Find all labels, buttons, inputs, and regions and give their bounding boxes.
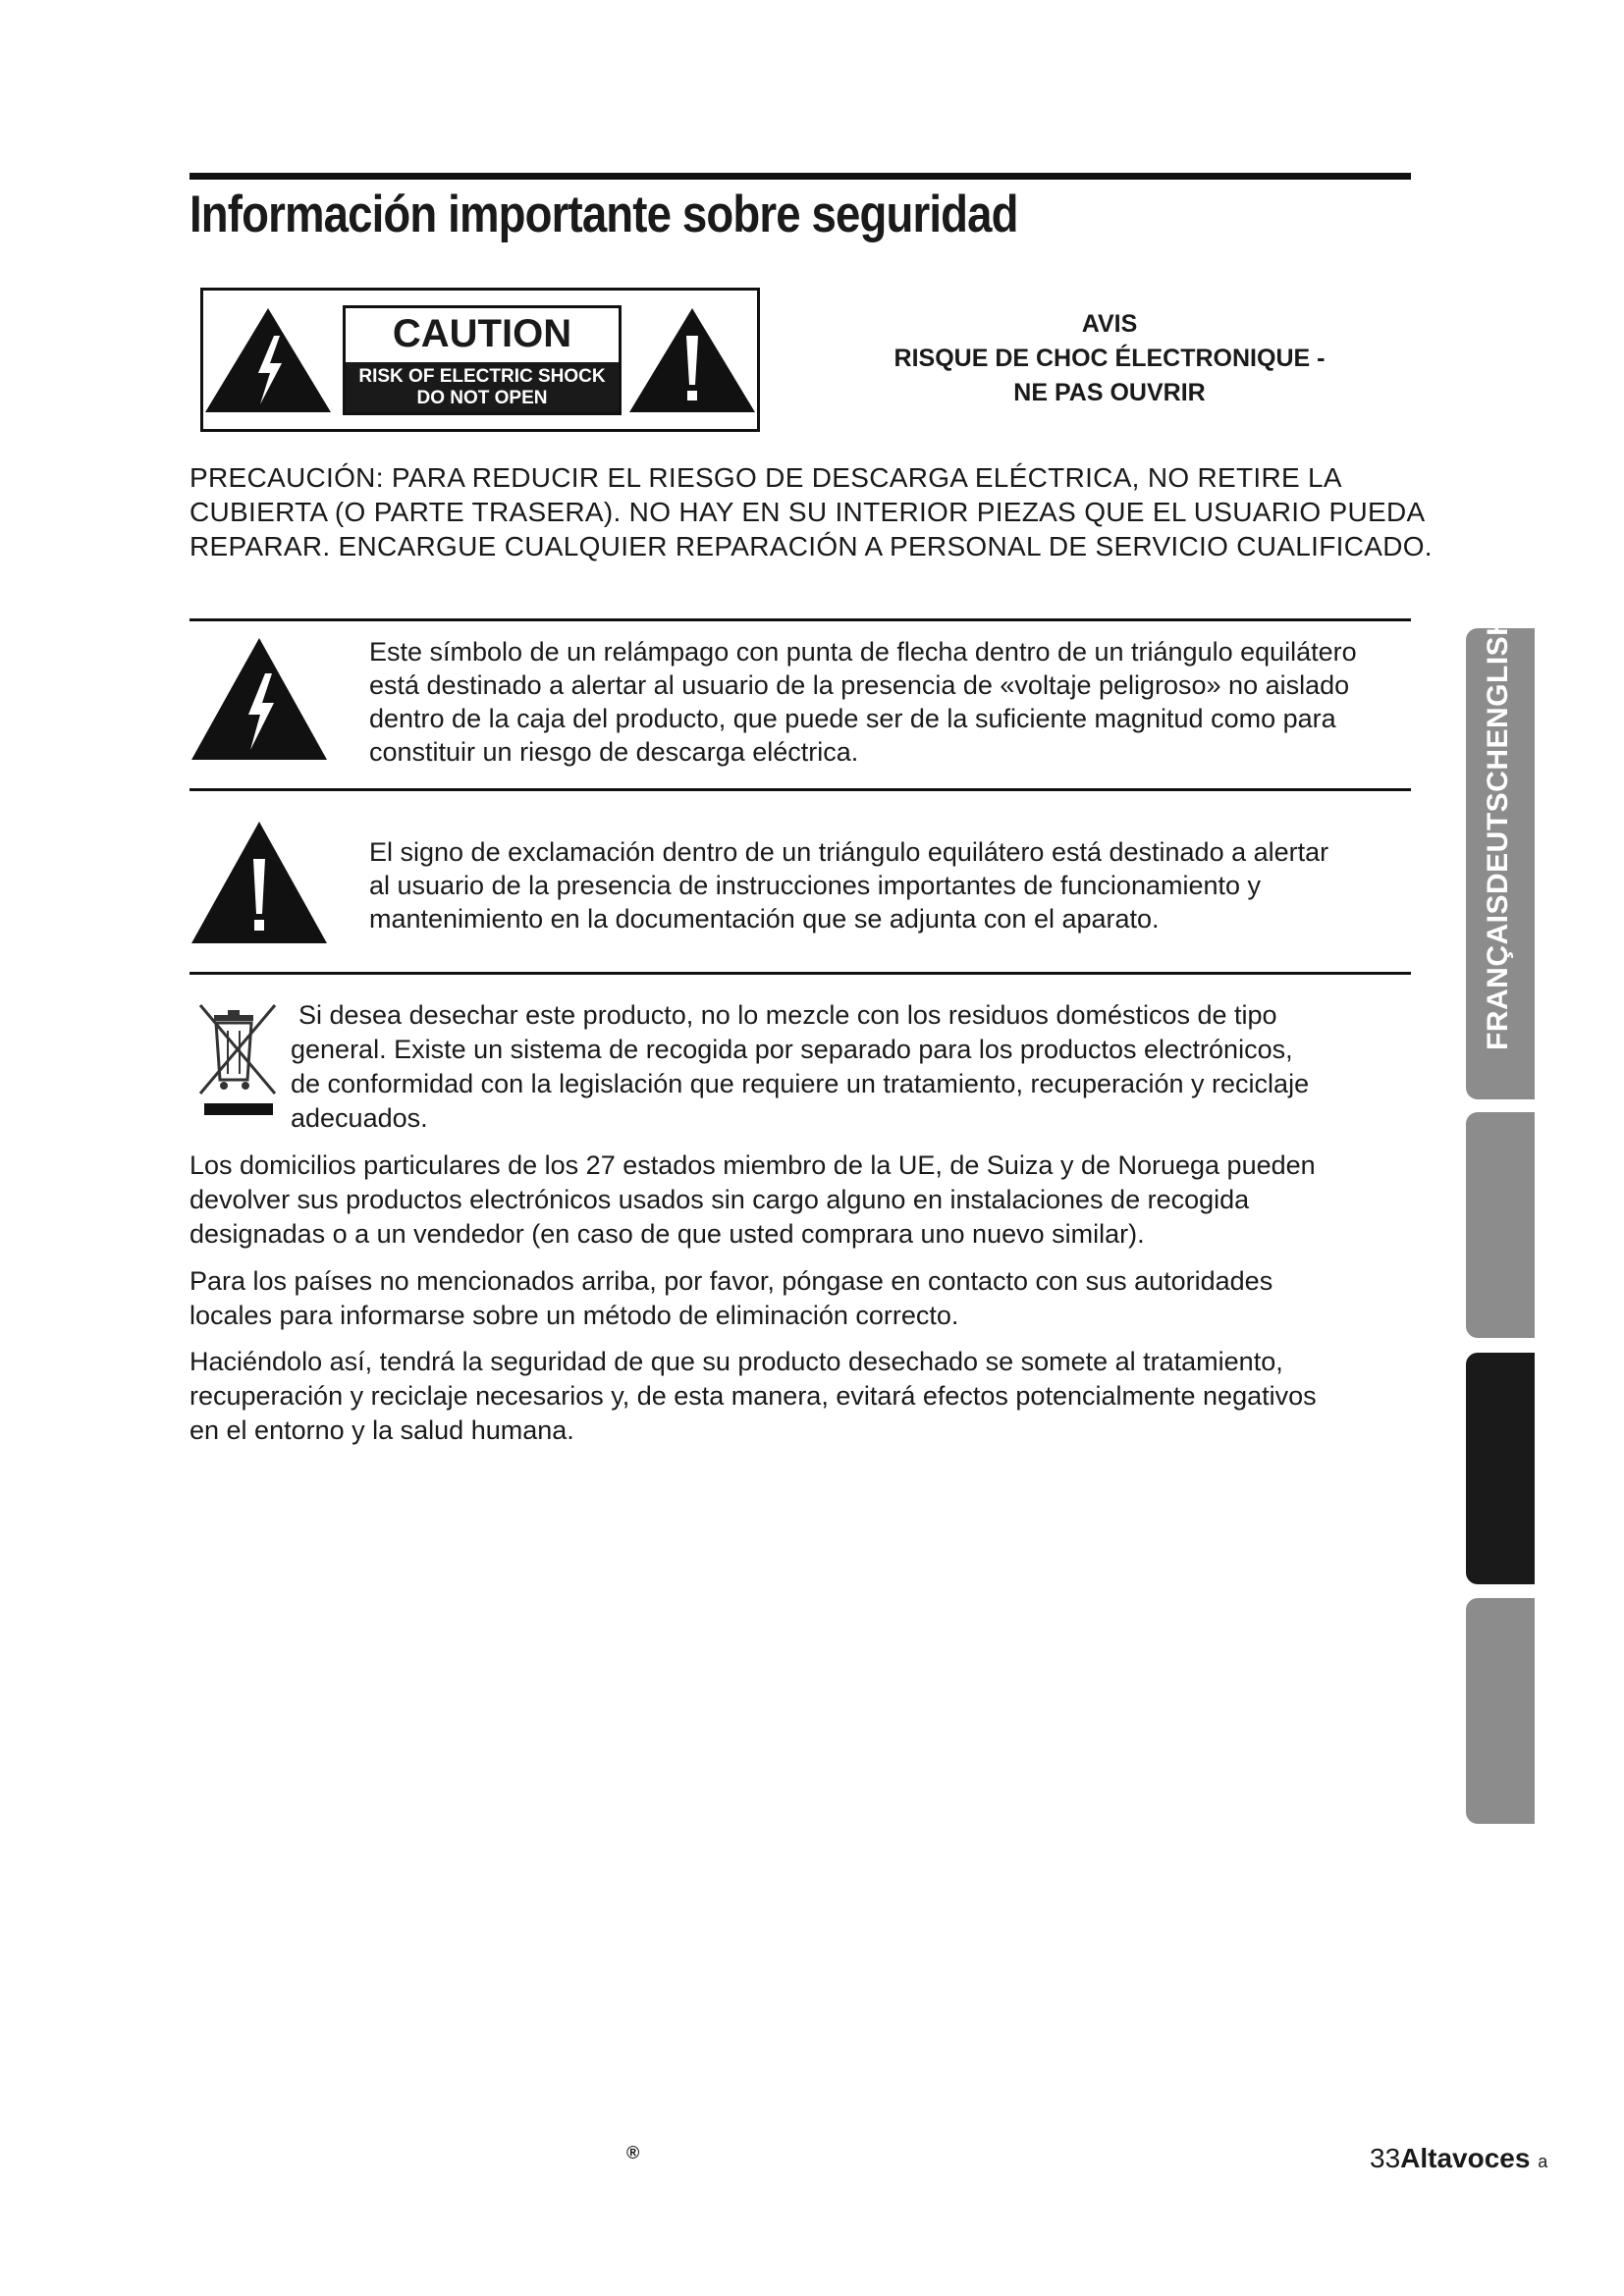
title-rule [189, 173, 1411, 180]
description-line: dentro de la caja del producto, que puede ser de la suficiente magnitud como para [369, 704, 1336, 733]
french-warning [844, 307, 1375, 410]
footer-product: Altavoces [1400, 2143, 1531, 2173]
caution-subtext-line: DO NOT OPEN [416, 388, 548, 408]
precaution-text [189, 460, 1433, 563]
precaution-line: REPARAR. ENCARGUE CUALQUIER REPARACIÓN A PERSONAL DE SERVICIO CUALIFICADO. [189, 531, 1433, 561]
disposal-line: Si desea desechar este producto, no lo mezcle con los residuos domésticos de tipo [298, 1000, 1277, 1030]
caution-word: CAUTION [392, 312, 572, 355]
paragraph-line: Para los países no mencionados arriba, por favor, póngase en contacto con sus autoridades [189, 1266, 1273, 1296]
paragraph-line: designadas o a un vendedor (en caso de que usted comprara uno nuevo similar). [189, 1219, 1145, 1249]
paragraph-benefits [189, 1345, 1417, 1448]
paragraph-line: locales para informarse sobre un método de eliminación correcto. [189, 1301, 959, 1330]
disposal-notice [291, 998, 1420, 1136]
section-divider [189, 788, 1411, 791]
section-divider [189, 618, 1411, 621]
page-title: Información importante sobre seguridad [189, 186, 1018, 243]
paragraph-line: devolver sus productos electrónicos usados sin cargo alguno en instalaciones de recogida [189, 1185, 1250, 1214]
description-line: Este símbolo de un relámpago con punta de flecha dentro de un triángulo equilátero [369, 637, 1357, 667]
page-footer [1370, 2143, 1547, 2174]
language-tab[interactable] [1466, 1112, 1535, 1338]
french-warning-line: RISQUE DE CHOC ÉLECTRONIQUE - [893, 345, 1326, 372]
lightning-triangle-icon [189, 636, 329, 762]
footer-trailing: a [1538, 2152, 1548, 2171]
language-tab-label: FRANÇAISDEUTSCHENGLISHESPAÑOL [1482, 470, 1514, 1050]
french-warning-line: AVIS [1081, 310, 1138, 338]
lightning-symbol-description [369, 635, 1410, 769]
language-tab[interactable] [1466, 1598, 1535, 1824]
caution-subtext [346, 362, 619, 412]
precaution-line: CUBIERTA (O PARTE TRASERA). NO HAY EN SU INTERIOR PIEZAS QUE EL USUARIO PUEDA [189, 497, 1426, 527]
disposal-line: de conformidad con la legislación que requiere un tratamiento, recuperación y reciclaje [291, 1069, 1310, 1098]
crossed-out-bin-icon [196, 1001, 281, 1119]
paragraph-line: en el entorno y la salud humana. [189, 1415, 574, 1445]
paragraph-other-countries [189, 1264, 1417, 1333]
exclamation-symbol-description [369, 835, 1410, 935]
paragraph-line: Los domicilios particulares de los 27 estados miembro de la UE, de Suiza y de Noruega pueden [189, 1150, 1316, 1180]
caution-sign [343, 305, 622, 415]
precaution-line: PRECAUCIÓN: PARA REDUCIR EL RIESGO DE DESCARGA ELÉCTRICA, NO RETIRE LA [189, 462, 1342, 493]
caution-label-box [200, 288, 760, 432]
french-warning-line: NE PAS OUVRIR [1013, 379, 1206, 406]
exclamation-triangle-icon [189, 820, 329, 945]
disposal-line: adecuados. [291, 1103, 428, 1133]
paragraph-line: Haciéndolo así, tendrá la seguridad de que su producto desechado se somete al tratamiento, [189, 1347, 1283, 1376]
exclamation-warning-icon [627, 306, 757, 414]
description-line: El signo de exclamación dentro de un triángulo equilátero está destinado a alertar [369, 837, 1329, 867]
section-divider [189, 972, 1411, 975]
description-line: mantenimiento en la documentación que se adjunta con el aparato. [369, 904, 1160, 934]
registered-mark: ® [626, 2143, 640, 2163]
paragraph-eu-return [189, 1148, 1417, 1252]
disposal-line: general. Existe un sistema de recogida por separado para los productos electrónicos, [291, 1035, 1293, 1064]
description-line: está destinado a alertar al usuario de la presencia de «voltaje peligroso» no aislado [369, 670, 1350, 700]
caution-subtext-line: RISK OF ELECTRIC SHOCK [358, 366, 606, 387]
paragraph-line: recuperación y reciclaje necesarios y, de esta manera, evitará efectos potencialmente negativos [189, 1381, 1317, 1411]
page-number: 33 [1370, 2143, 1401, 2173]
language-tab-active[interactable] [1466, 1353, 1535, 1584]
lightning-warning-icon [203, 306, 333, 414]
description-line: al usuario de la presencia de instrucciones importantes de funcionamiento y [369, 871, 1262, 900]
description-line: constituir un riesgo de descarga eléctrica. [369, 737, 859, 767]
